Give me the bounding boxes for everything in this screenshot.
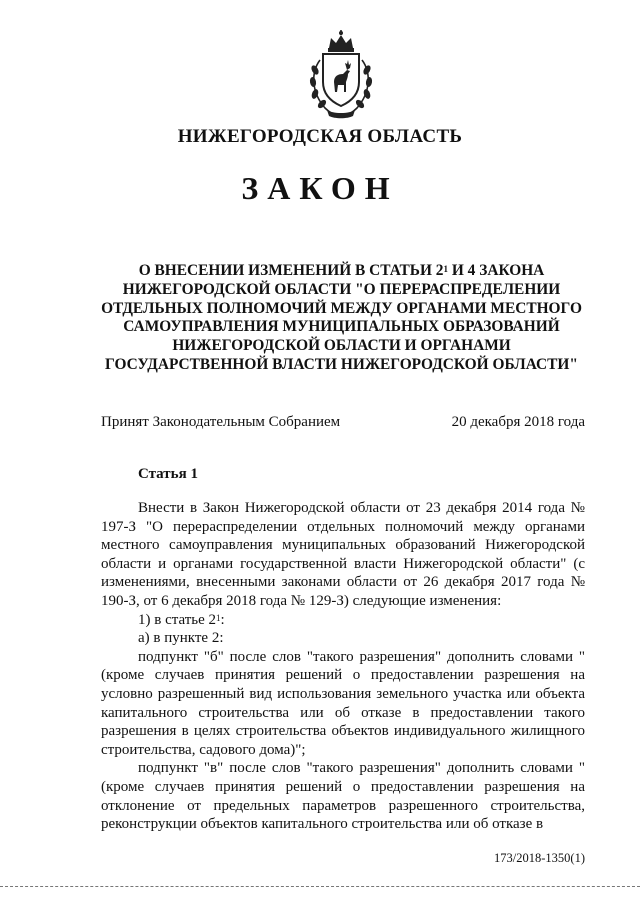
article-body [101, 499, 585, 834]
paragraph-superscript: 1 [216, 612, 221, 623]
scan-edge-divider [0, 886, 640, 887]
article-heading: Статья 1 [138, 466, 198, 482]
document-number: 173/2018-1350(1) [494, 851, 585, 865]
paragraph [101, 611, 585, 630]
region-name: НИЖЕГОРОДСКАЯ ОБЛАСТЬ [177, 126, 463, 147]
coat-of-arms-icon [303, 30, 379, 120]
paragraph: Внести в Закон Нижегородской области от 23 декабря 2014 года № 197-З "О перераспределении отдельных полномочий между органами местного самоуправления муниципальных образований Нижегородской области и органами государственной власти Нижегородской области" (с изменениями, внесенными законами области от 26 декабря 2017 года № 190-З, от 6 декабря 2018 года № 129-З) следующие изменения: [101, 500, 585, 609]
paragraph: подпункт "б" после слов "такого разрешения" дополнить словами "(кроме случаев принятия решений о предоставлении разрешения на условно разрешенный вид использования земельного участка или объекта капитального строительства или об отказе в предоставлении такого разрешения в целях строительства объектов индивидуального жилищного строительства, садового дома)"; [101, 648, 585, 758]
paragraph: а) в пункте 2: [138, 630, 224, 647]
adoption-line [101, 414, 585, 431]
paragraph: подпункт "в" после слов "такого разрешения" дополнить словами "(кроме случаев принятия решений о предоставлении разрешения на отклонение от предельных параметров разрешенного строительства, реконструкции объектов капитального строительства или об отказе в [101, 760, 585, 833]
paragraph-part: 1) в статье 2 [138, 611, 217, 628]
paragraph-part: : [220, 611, 225, 628]
document-type: ЗАКОН [241, 170, 399, 206]
law-title [100, 262, 583, 375]
law-title-superscript: 1 [443, 264, 448, 274]
adoption-date: 20 декабря 2018 года [451, 414, 585, 430]
law-title-part: О ВНЕСЕНИИ ИЗМЕНЕНИЙ В СТАТЬИ 2 [138, 262, 444, 279]
law-title-part: И 4 ЗАКОНА НИЖЕГОРОДСКОЙ ОБЛАСТИ "О ПЕРЕРАСПРЕДЕЛЕНИИ ОТДЕЛЬНЫХ ПОЛНОМОЧИЙ МЕЖДУ ОРГАНАМИ МЕСТНОГО САМОУПРАВЛЕНИЯ МУНИЦИПАЛЬНЫХ ОБРАЗОВАНИЙ НИЖЕГОРОДСКОЙ ОБЛАСТИ И ОРГАНАМИ ГОСУДАРСТВЕННОЙ ВЛАСТИ НИЖЕГОРОДСКОЙ ОБЛАСТИ" [101, 262, 582, 373]
adoption-label: Принят Законодательным Собранием [101, 414, 341, 430]
